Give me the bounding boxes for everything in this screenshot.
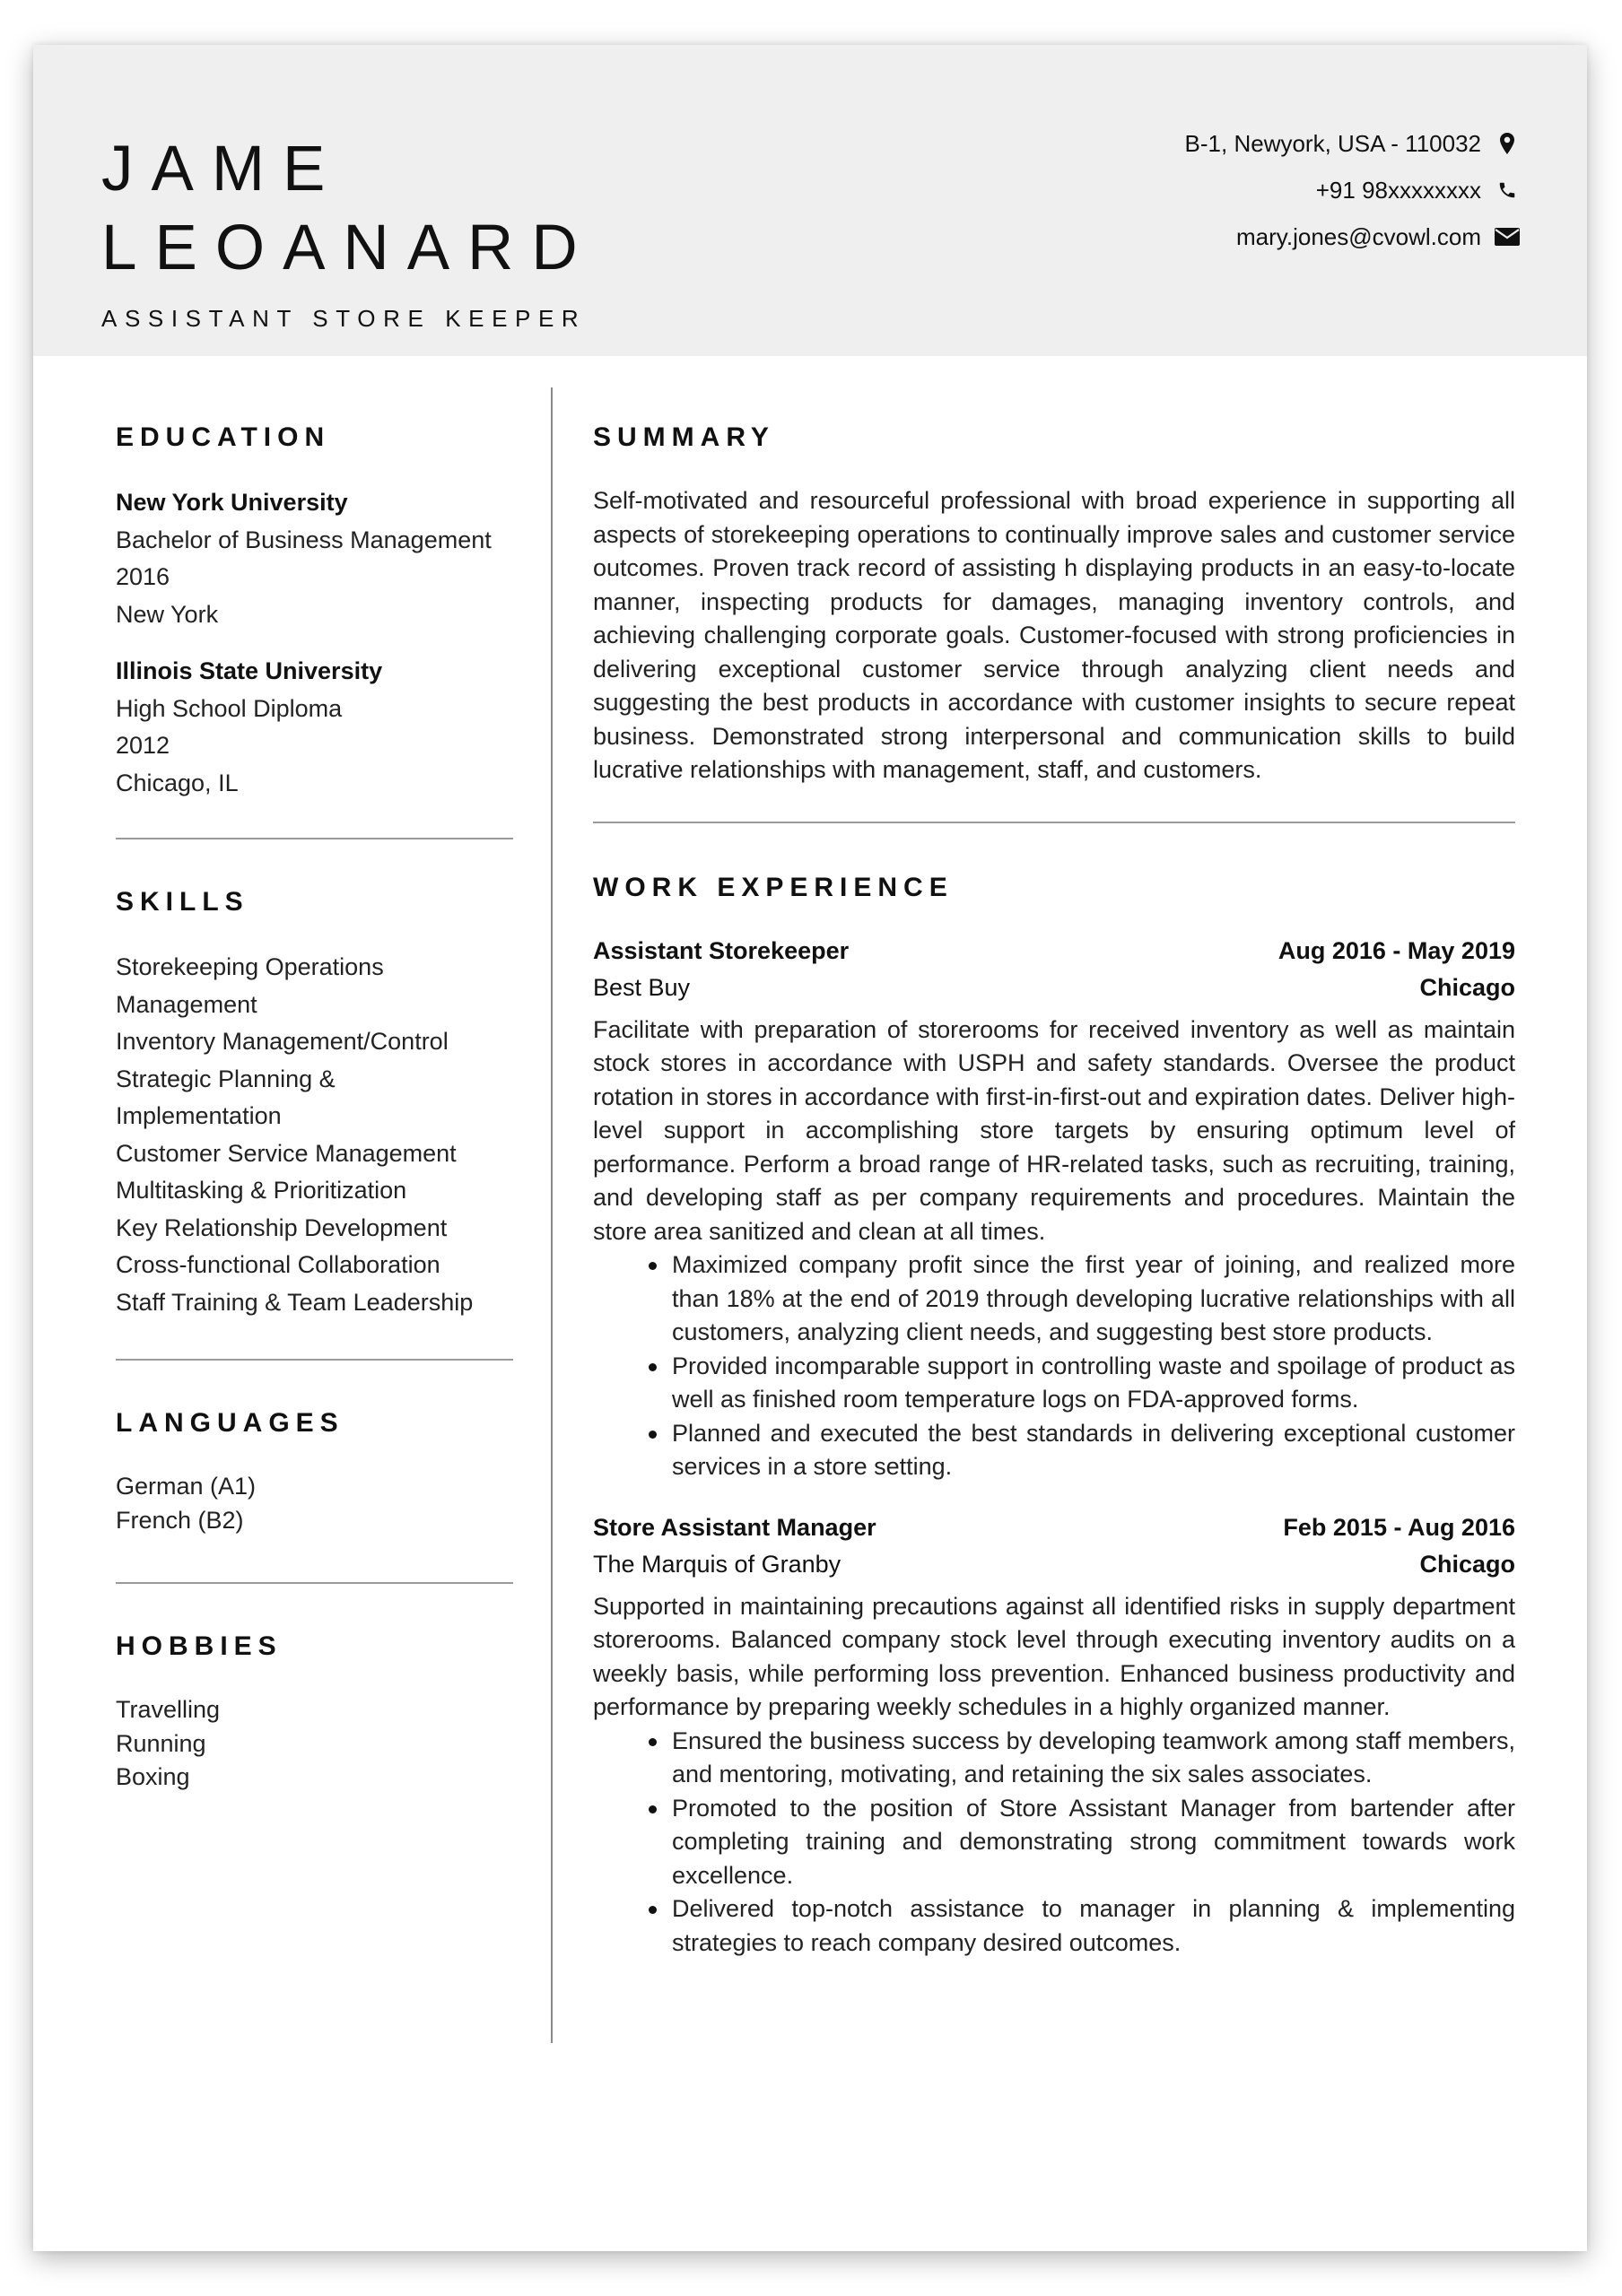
right-column [593, 420, 1515, 1960]
hobbies-section [116, 1629, 513, 1795]
skill-item: Customer Service Management [116, 1139, 457, 1167]
job-header [593, 1509, 1515, 1547]
job-dates: Aug 2016 - May 2019 [1278, 936, 1515, 964]
job-city: Chicago [1419, 974, 1515, 1001]
job-entry [593, 933, 1515, 1484]
school-name: New York University [116, 489, 348, 516]
summary-heading: SUMMARY [593, 422, 775, 452]
graduation-year: 2016 [116, 563, 170, 590]
school-location: Chicago, IL [116, 769, 239, 796]
job-role: Assistant Storekeeper [593, 936, 850, 964]
hobbies-heading: HOBBIES [116, 1631, 283, 1661]
hobby-item: Boxing [116, 1763, 190, 1790]
achievement-item: Promoted to the position of Store Assistant Manager from bartender after completing training and demonstrating strong commitment towards work excellence. [672, 1792, 1515, 1893]
skill-item: Cross-functional Collaboration [116, 1251, 440, 1278]
job-role: Store Assistant Manager [593, 1513, 876, 1541]
phone-icon [1494, 178, 1521, 202]
contact-phone [1185, 167, 1521, 213]
graduation-year: 2012 [116, 732, 170, 759]
resume-page [33, 45, 1587, 2251]
education-entry [116, 484, 513, 633]
skills-section [116, 884, 513, 1321]
degree: High School Diploma [116, 694, 343, 722]
name-last: LEOANARD [101, 213, 596, 283]
job-entry [593, 1509, 1515, 1961]
hobby-item: Running [116, 1729, 206, 1757]
left-column [116, 420, 513, 1795]
skill-item: Inventory Management/Control [116, 1028, 449, 1055]
job-city: Chicago [1419, 1551, 1515, 1578]
phone-text: +91 98xxxxxxxx [1315, 176, 1481, 204]
skill-item: Key Relationship Development [116, 1213, 448, 1241]
school-location: New York [116, 600, 219, 628]
language-item: French (B2) [116, 1506, 244, 1534]
experience-heading: WORK EXPERIENCE [593, 872, 954, 902]
contact-info [1185, 120, 1521, 260]
job-dates: Feb 2015 - Aug 2016 [1283, 1513, 1515, 1541]
map-marker-icon [1494, 132, 1521, 155]
contact-email [1185, 213, 1521, 260]
contact-address [1185, 120, 1521, 167]
job-description: Supported in maintaining precautions against all identified risks in supply department storerooms. Balanced company stock level through executing inventory audits on a weekly basis, while performing loss prevention. Enhanced business productivity and performance by preparing weekly schedules in a highly organized manner. [593, 1592, 1515, 1720]
achievement-item: Delivered top-notch assistance to manager in planning & implementing strategies to reach company desired outcomes. [672, 1892, 1515, 1960]
achievement-item: Provided incomparable support in controlling waste and spoilage of product as well as finished room temperature logs on FDA-approved forms. [672, 1350, 1515, 1417]
language-item: German (A1) [116, 1473, 257, 1500]
summary-section [593, 420, 1515, 787]
skill-item: Staff Training & Team Leadership [116, 1288, 474, 1316]
skills-heading: SKILLS [116, 887, 249, 917]
job-header [593, 933, 1515, 970]
summary-text: Self-motivated and resourceful professional with broad experience in supporting all aspects of storekeeping operations to continually improve sales and customer service outcomes. Proven track record of assisting h displaying products in an easy-to-locate manner, inspecting products for damages, managing inventory controls, and achieving challenging corporate goals. Customer-focused with strong proficiencies in delivering exceptional customer service through analyzing client needs and suggesting the best products in accordance with customer insights to secure repeat business. Demonstrated strong interpersonal and communication skills to build lucrative relationships with management, staff, and customers. [593, 487, 1515, 783]
hobbies-list [116, 1693, 513, 1795]
column-divider [551, 387, 553, 2043]
achievement-item: Planned and executed the best standards in delivering exceptional customer services in a store setting. [672, 1417, 1515, 1484]
skill-item: Storekeeping Operations Management [116, 953, 384, 1018]
envelope-icon [1494, 225, 1521, 248]
email-text: mary.jones@cvowl.com [1236, 222, 1481, 250]
job-achievements [593, 1725, 1515, 1961]
education-heading: EDUCATION [116, 422, 331, 452]
skill-item: Multitasking & Prioritization [116, 1177, 407, 1204]
school-name: Illinois State University [116, 657, 383, 684]
job-description: Facilitate with preparation of storerooms for received inventory as well as maintain stock stores in accordance with USPH and safety standards. Oversee the product rotation in stores in accordance with first-in-first-out and expiration dates. Deliver high-level support in accomplishing store targets by ensuring optimum level of performance. Perform a broad range of HR-related tasks, such as recruiting, training, and developing staff as per company requirements and procedures. Maintain the store area sanitized and clean at all times. [593, 1015, 1515, 1245]
education-section [116, 420, 513, 802]
job-subheader [593, 1546, 1515, 1584]
achievement-item: Ensured the business success by developing teamwork among staff members, and mentoring, motivating, and retaining the six sales associates. [672, 1725, 1515, 1792]
hobby-item: Travelling [116, 1696, 221, 1723]
languages-list [116, 1470, 513, 1537]
candidate-name [101, 130, 596, 288]
skills-list [116, 949, 513, 1321]
languages-section [116, 1405, 513, 1537]
address-text: B-1, Newyork, USA - 110032 [1184, 129, 1481, 157]
degree: Bachelor of Business Management [116, 526, 492, 553]
job-company: The Marquis of Granby [593, 1551, 842, 1578]
job-achievements [593, 1248, 1515, 1484]
education-entry [116, 653, 513, 802]
work-experience-section [593, 870, 1515, 1961]
job-title: ASSISTANT STORE KEEPER [101, 305, 587, 332]
job-subheader [593, 970, 1515, 1007]
skill-item: Strategic Planning & Implementation [116, 1065, 336, 1129]
achievement-item: Maximized company profit since the first year of joining, and realized more than 18% at the end of 2019 through developing lucrative relationships with all customers, analyzing client needs, and suggesting best store products. [672, 1248, 1515, 1350]
resume-header [33, 45, 1587, 356]
name-first: JAME [101, 134, 344, 204]
job-company: Best Buy [593, 974, 691, 1001]
languages-heading: LANGUAGES [116, 1408, 344, 1438]
